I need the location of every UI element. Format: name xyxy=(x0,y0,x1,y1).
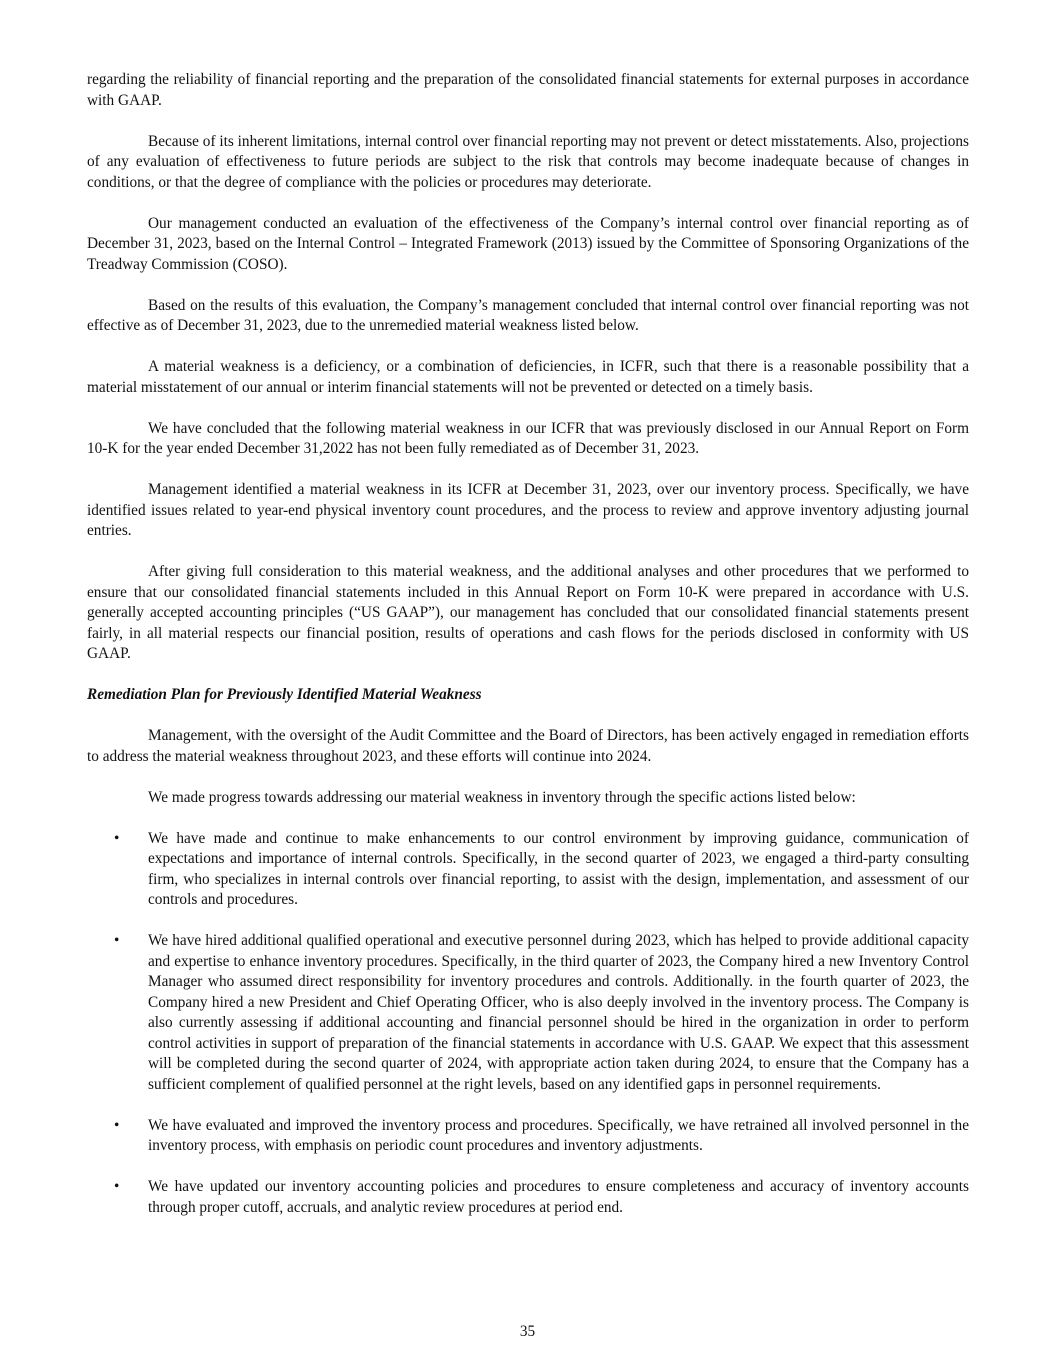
list-item xyxy=(87,829,969,911)
list-item xyxy=(87,1177,969,1218)
list-item xyxy=(87,1116,969,1157)
remediation-actions-list xyxy=(87,829,969,1219)
paragraph-conclusion: Based on the results of this evaluation, the Company’s management concluded that internal control over financial reporting was not effective as of December 31, 2023, due to the unremedied material weakness listed below. xyxy=(87,296,969,334)
bullet-marker: • xyxy=(114,1116,120,1134)
paragraph-inventory-weakness: Management identified a material weakness in its ICFR at December 31, 2023, over our inventory process. Specifically, we have identified issues related to year-end physical inventory count procedures, and the process to review and approve inventory adjusting journal entries. xyxy=(87,481,969,539)
paragraph-fair-presentation: After giving full consideration to this material weakness, and the additional analyses and other procedures that we performed to ensure that our consolidated financial statements included in this Annual Report on Form 10-K were prepared in accordance with U.S. generally accepted accounting principles (“US GAAP”), our management has concluded that our consolidated financial statements present fairly, in all material respects our financial position, results of operations and cash flows for the periods disclosed in conformity with US GAAP. xyxy=(87,563,969,662)
paragraph-not-remediated: We have concluded that the following material weakness in our ICFR that was previously disclosed in our Annual Report on Form 10-K for the year ended December 31,2022 has not been fully remediated as of December 31, 2023. xyxy=(87,419,969,457)
list-item xyxy=(87,931,969,1095)
list-item-text: We have hired additional qualified operational and executive personnel during 2023, which has helped to provide additional capacity and expertise to enhance inventory procedures. Specifically, in the third quarter of 2023, the Company hired a new Inventory Control Manager who assumed direct responsibility for inventory procedures and controls. Additionally. in the fourth quarter of 2023, the Company hired a new President and Chief Operating Officer, who is also deeply involved in the inventory process. The Company is also currently assessing if additional accounting and financial personnel should be hired in the organization in order to perform control activities in support of preparation of the financial statements in accordance with U.S. GAAP. We expect that this assessment will be completed during the second quarter of 2024, with appropriate action taken during 2024, to ensure that the Company has a sufficient complement of qualified personnel at the right levels, based on any identified gaps in personnel requirements. xyxy=(148,932,969,1093)
paragraph-remediation-efforts: Management, with the oversight of the Audit Committee and the Board of Directors, has been actively engaged in remediation efforts to address the material weakness throughout 2023, and these efforts will continue into 2024. xyxy=(87,727,969,765)
list-item-text: We have updated our inventory accounting policies and procedures to ensure completeness and accuracy of inventory accounts through proper cutoff, accruals, and analytic review procedures at period end. xyxy=(148,1178,969,1216)
paragraph-evaluation: Our management conducted an evaluation of the effectiveness of the Company’s internal control over financial reporting as of December 31, 2023, based on the Internal Control – Integrated Framework (2013) issued by the Committee of Sponsoring Organizations of the Treadway Commission (COSO). xyxy=(87,214,969,273)
bullet-marker: • xyxy=(114,932,120,949)
paragraph-continuation: regarding the reliability of financial reporting and the preparation of the consolidated financial statements for external purposes in accordance with GAAP. xyxy=(87,71,969,109)
document-page xyxy=(87,70,969,1239)
section-heading-remediation: Remediation Plan for Previously Identified Material Weakness xyxy=(87,686,482,703)
paragraph-inherent-limitations: Because of its inherent limitations, internal control over financial reporting may not prevent or detect misstatements. Also, projections of any evaluation of effectiveness to future periods are subject to the risk that controls may become inadequate because of changes in conditions, or that the degree of compliance with the policies or procedures may deteriorate. xyxy=(87,132,969,191)
paragraph-progress: We made progress towards addressing our material weakness in inventory through the specific actions listed below: xyxy=(148,788,856,806)
paragraph-material-weakness-definition: A material weakness is a deficiency, or a combination of deficiencies, in ICFR, such that there is a reasonable possibility that a material misstatement of our annual or interim financial statements will not be prevented or detected on a timely basis. xyxy=(87,358,969,396)
bullet-marker: • xyxy=(114,1178,120,1195)
page-number: 35 xyxy=(519,1323,536,1340)
bullet-marker: • xyxy=(114,829,120,847)
list-item-text: We have made and continue to make enhancements to our control environment by improving guidance, communication of expectations and importance of internal controls. Specifically, in the second quarter of 2023, we engaged a third-party consulting firm, who specializes in internal controls over financial reporting, to assist with the design, implementation, and assessment of our controls and procedures. xyxy=(148,829,969,908)
list-item-text: We have evaluated and improved the inventory process and procedures. Specifically, we have retrained all involved personnel in the inventory process, with emphasis on periodic count procedures and inventory adjustments. xyxy=(148,1116,969,1154)
